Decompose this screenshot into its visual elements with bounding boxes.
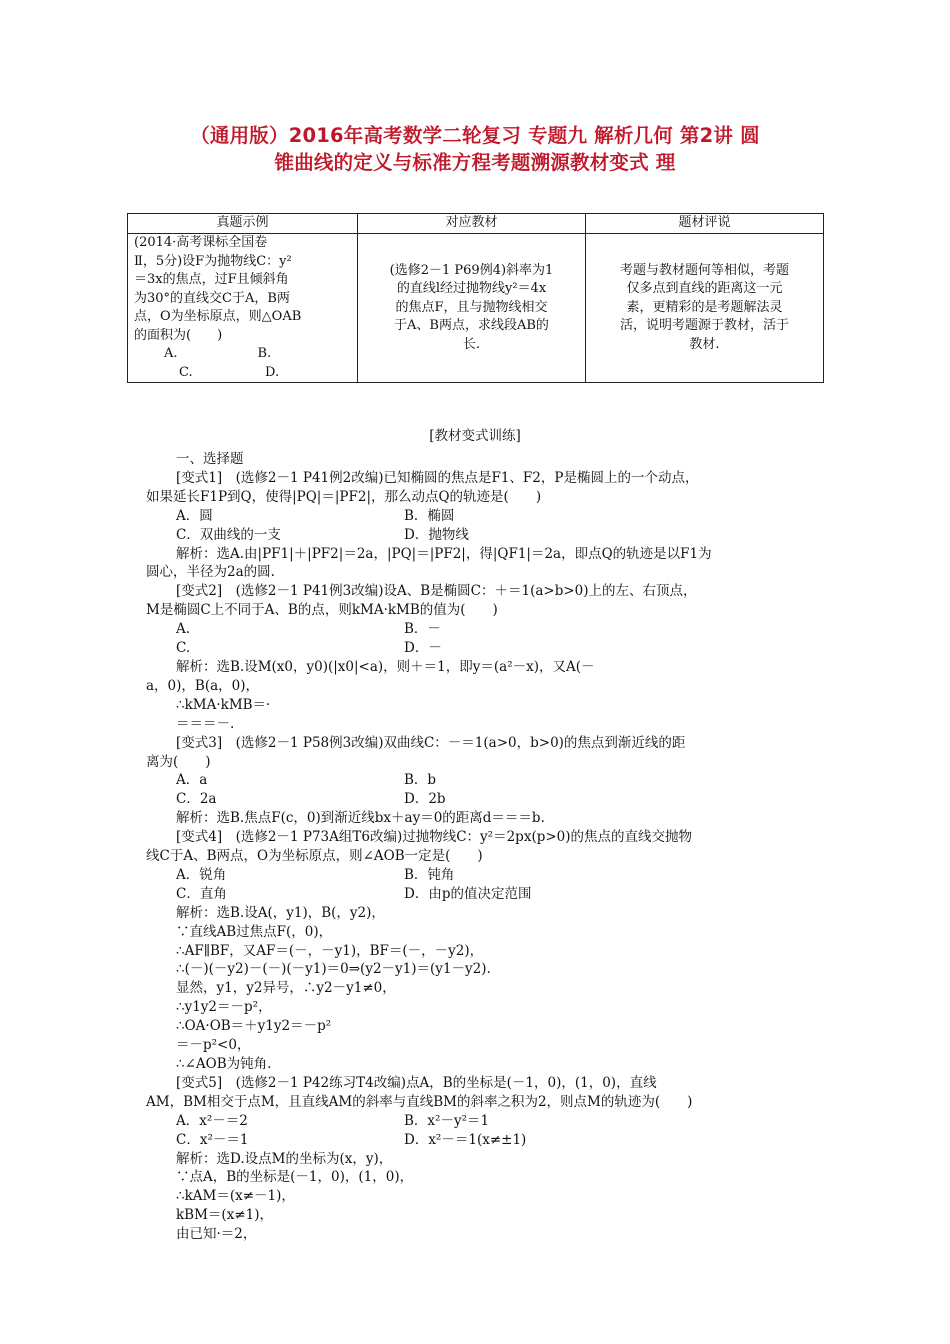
option: B．－ — [404, 621, 441, 638]
text-line: [变式2] (选修2－1 P41例3改编)设A、B是椭圆C：＋＝1(a>b>0)上的左、右顶点， — [176, 583, 697, 600]
text-line: ∴OA·OB＝＋y1y2＝－p² — [176, 1018, 332, 1035]
text-line: [变式1] (选修2－1 P41例2改编)已知椭圆的焦点是F1、F2，P是椭圆上的一个动点， — [176, 469, 699, 486]
header-textbook: 对应教材 — [358, 214, 586, 234]
option: B．钝角 — [404, 866, 455, 883]
text-line: kBM＝(x≠1)， — [176, 1207, 273, 1224]
text-line: AM，BM相交于点M，且直线AM的斜率与直线BM的斜率之积为2，则点M的轨迹为( ) — [146, 1093, 693, 1110]
text-line: 离为( ) — [146, 753, 211, 770]
header-commentary: 题材评说 — [586, 214, 824, 234]
option-row — [146, 790, 812, 809]
option-row — [146, 507, 812, 526]
option: A．锐角 — [176, 866, 227, 883]
option: B．椭圆 — [404, 507, 455, 524]
option: C．直角 — [176, 885, 227, 902]
options-cd: C. D. — [179, 364, 280, 380]
text-line: ∴∠AOB为钝角. — [176, 1056, 272, 1072]
option-row — [146, 866, 812, 885]
text-line: M是椭圆C上不同于A、B的点，则kMA·kMB的值为( ) — [146, 602, 498, 619]
table-row — [128, 234, 824, 383]
option: A. — [176, 621, 191, 638]
table-header-row — [128, 214, 824, 234]
text-line: 显然，y1，y2异号，∴y2－y1≠0， — [176, 980, 396, 997]
text-line: ∴kAM＝(x≠－1)， — [176, 1188, 295, 1205]
option-row — [146, 885, 812, 904]
cell-commentary: 考题与教材题何等相似，考题 仅多点到直线的距离这一元 素，更精彩的是考题解法灵 活，说明考题源于教材，活于 教材. — [586, 234, 824, 383]
option: C．2a — [176, 791, 217, 808]
option: C．双曲线的一支 — [176, 526, 281, 543]
title-line-1: （通用版）2016年高考数学二轮复习 专题九 解析几何 第2讲 圆 — [190, 124, 760, 147]
option: A．圆 — [176, 507, 213, 524]
text-line: ＝－p²<0， — [176, 1037, 251, 1054]
option: A．a — [176, 772, 208, 789]
cell-textbook: (选修2－1 P69例4)斜率为1 的直线l经过抛物线y²＝4x 的焦点F，且与抛物线相交 于A、B两点，求线段AB的 长. — [358, 234, 586, 383]
text-line: 解析：选B.设M(x0，y0)(|x0|<a)，则＋＝1，即y＝(a²－x)，又A(－ — [176, 658, 595, 675]
text-line: ∴AF∥BF，又AF＝(－，－y1)，BF＝(－，－y2)， — [176, 942, 484, 959]
text-line: 圆心，半径为2a的圆. — [146, 564, 275, 581]
option: B．b — [404, 772, 437, 789]
option-row — [146, 1131, 812, 1150]
exercise-content — [146, 450, 812, 1244]
option: B．x²－y²＝1 — [404, 1112, 490, 1129]
source-comparison-table — [127, 213, 824, 383]
text-line: [变式4] (选修2－1 P73A组T6改编)过抛物线C：y²＝2px(p>0)的焦点的直线交抛物 — [176, 829, 693, 846]
option: C．x²－＝1 — [176, 1131, 249, 1148]
option: D．x²－＝1(x≠±1) — [404, 1131, 527, 1148]
text-line: 线C于A、B两点，O为坐标原点，则∠AOB一定是( ) — [146, 848, 483, 865]
text-line: ∴(－)(－y2)－(－)(－y1)＝0⇒(y2－y1)＝(y1－y2). — [176, 961, 491, 978]
text-line: 一、选择题 — [176, 451, 244, 467]
options-ab: A. B. — [164, 346, 272, 361]
option-row — [146, 526, 812, 545]
option-row — [146, 1112, 812, 1131]
option: D．由p的值决定范围 — [404, 885, 532, 902]
option: C. — [176, 640, 191, 657]
option: A．x²－＝2 — [176, 1112, 248, 1129]
text-line: a，0)，B(a，0)， — [146, 677, 259, 694]
option-row — [146, 639, 812, 658]
cell-exam-example: (2014·高考课标全国卷 Ⅱ，5分)设F为抛物线C：y² ＝3x的焦点，过F且倾斜角 为30°的直线交C于A，B两 点，O为坐标原点，则△OAB 的面积为( ) A. B. C. D. — [128, 234, 358, 383]
title-line-2: 锥曲线的定义与标准方程考题溯源教材变式 理 — [274, 151, 676, 174]
text-line: [变式3] (选修2－1 P58例3改编)双曲线C：－＝1(a>0，b>0)的焦点到渐近线的距 — [176, 734, 686, 751]
header-exam-example: 真题示例 — [128, 214, 358, 234]
text-line: ＝＝＝－. — [176, 715, 235, 732]
text-line: 解析：选A.由|PF1|＋|PF2|＝2a，|PQ|＝|PF2|，得|QF1|＝2a，即点Q的轨迹是以F1为 — [176, 545, 712, 562]
text-line: ∴kMA·kMB＝· — [176, 696, 271, 713]
text-line: 如果延长F1P到Q，使得|PQ|＝|PF2|，那么动点Q的轨迹是( ) — [146, 488, 542, 505]
section-title: [教材变式训练] — [429, 428, 521, 444]
text-line: ∵点A，B的坐标是(－1，0)，(1，0)， — [176, 1169, 414, 1186]
text-line: 解析：选B.设A(，y1)，B(，y2)， — [176, 904, 385, 921]
text-line: ∵直线AB过焦点F(，0)， — [176, 923, 333, 940]
option-row — [146, 620, 812, 639]
text-line: 由已知·＝2， — [176, 1226, 257, 1243]
option: D．－ — [404, 640, 442, 657]
document-title — [110, 122, 840, 176]
text-line: ∴y1y2＝－p²， — [176, 999, 272, 1016]
option: D．2b — [404, 791, 446, 808]
text-line: 解析：选B.焦点F(c，0)到渐近线bx＋ay＝0的距离d＝＝＝b. — [176, 810, 545, 827]
option-row — [146, 771, 812, 790]
text-line: [变式5] (选修2－1 P42练习T4改编)点A，B的坐标是(－1，0)，(1，0)，直线 — [176, 1074, 657, 1091]
text-line: 解析：选D.设点M的坐标为(x，y)， — [176, 1150, 393, 1167]
option: D．抛物线 — [404, 526, 469, 543]
